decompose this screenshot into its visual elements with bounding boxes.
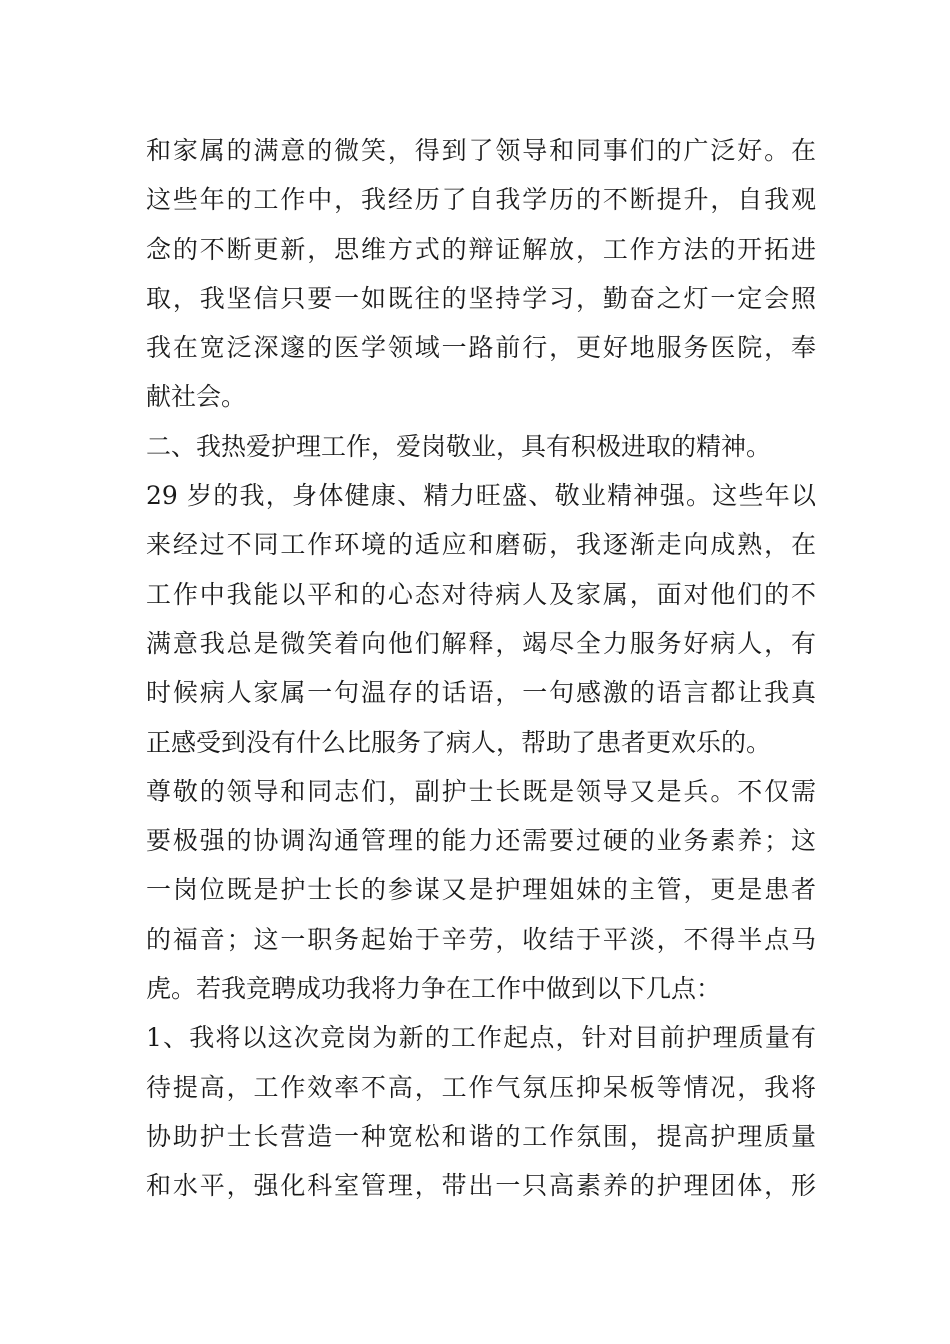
text-line: 满意我总是微笑着向他们解释，竭尽全力服务好病人，有 xyxy=(146,628,816,658)
text-line: 尊敬的领导和同志们，副护士长既是领导又是兵。不仅需 xyxy=(146,776,816,806)
text-line: 协助护士长营造一种宽松和谐的工作氛围，提高护理质量 xyxy=(146,1121,816,1151)
text-line: 念的不断更新，思维方式的辩证解放，工作方法的开拓进 xyxy=(146,234,816,264)
text-line: 要极强的协调沟通管理的能力还需要过硬的业务素养；这 xyxy=(146,826,816,856)
list-item-line: 1、我将以这次竞岗为新的工作起点，针对目前护理质量有 xyxy=(146,1023,816,1053)
text-line: 这些年的工作中，我经历了自我学历的不断提升，自我观 xyxy=(146,185,816,215)
text-line: 时候病人家属一句温存的话语，一句感激的语言都让我真 xyxy=(146,678,816,708)
document-body xyxy=(146,126,816,1211)
text-line: 一岗位既是护士长的参谋又是护理姐妹的主管，更是患者 xyxy=(146,875,816,905)
section-heading: 二、我热爱护理工作，爱岗敬业，具有积极进取的精神。 xyxy=(146,431,772,461)
text-line: 献社会。 xyxy=(146,382,247,412)
text-line: 我在宽泛深邃的医学领域一路前行，更好地服务医院，奉 xyxy=(146,333,816,363)
text-line: 待提高，工作效率不高，工作气氛压抑呆板等情况，我将 xyxy=(146,1072,816,1102)
text-line: 和水平，强化科室管理，带出一只高素养的护理团体，形 xyxy=(146,1171,816,1201)
text-line: 工作中我能以平和的心态对待病人及家属，面对他们的不 xyxy=(146,579,816,609)
text-line: 的福音；这一职务起始于辛劳，收结于平淡，不得半点马 xyxy=(146,924,816,954)
text-line: 来经过不同工作环境的适应和磨砺，我逐渐走向成熟，在 xyxy=(146,530,816,560)
text-line: 和家属的满意的微笑，得到了领导和同事们的广泛好。在 xyxy=(146,136,816,165)
text-line: 取，我坚信只要一如既往的坚持学习，勤奋之灯一定会照 xyxy=(146,283,816,313)
text-line: 虎。若我竞聘成功我将力争在工作中做到以下几点： xyxy=(146,974,722,1004)
text-line: 29 岁的我，身体健康、精力旺盛、敬业精神强。这些年以 xyxy=(146,481,816,511)
text-line: 正感受到没有什么比服务了病人，帮助了患者更欢乐的。 xyxy=(146,727,772,757)
